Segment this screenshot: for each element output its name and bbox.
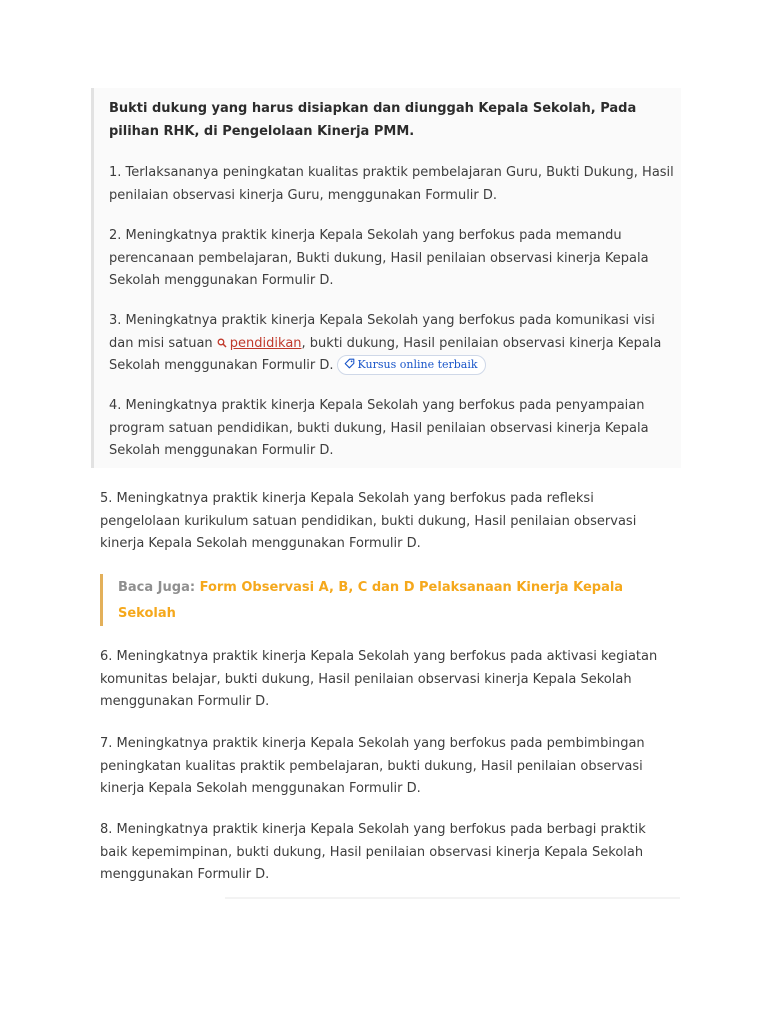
list-item-2: 2. Meningkatnya praktik kinerja Kepala Sekolah yang berfokus pada memandu perencanaan pembelajaran, Bukti dukung, Hasil penilaian observasi kinerja Kepala Sekolah menggunakan Formulir D. — [109, 228, 649, 288]
tag-icon — [344, 358, 355, 369]
list-item-4: 4. Meningkatnya praktik kinerja Kepala Sekolah yang berfokus pada penyampaian program satuan pendidikan, bukti dukung, Hasil penilaian observasi kinerja Kepala Sekolah menggunakan Formulir D. — [109, 398, 649, 458]
list-item-8: 8. Meningkatnya praktik kinerja Kepala Sekolah yang berfokus pada berbagi praktik baik kepemimpinan, bukti dukung, Hasil penilaian observasi kinerja Kepala Sekolah menggunakan Formulir D. — [100, 822, 646, 882]
search-link-label: pendidikan — [229, 335, 302, 351]
ad-chip[interactable] — [337, 355, 486, 375]
divider — [225, 897, 680, 899]
baca-juga-label: Baca Juga: — [118, 580, 200, 595]
list-item-3 — [109, 310, 674, 378]
list-item-6: 6. Meningkatnya praktik kinerja Kepala Sekolah yang berfokus pada aktivasi kegiatan komunitas belajar, bukti dukung, Hasil penilaian observasi kinerja Kepala Sekolah menggunakan Formulir D. — [100, 649, 658, 709]
list-item-5: 5. Meningkatnya praktik kinerja Kepala Sekolah yang berfokus pada refleksi pengelolaan kurikulum satuan pendidikan, bukti dukung, Hasil penilaian observasi kinerja Kepala Sekolah menggunakan Formulir D. — [100, 491, 637, 551]
list-item-3-text-end: , bukti dukung, Hasil penilaian observasi kinerja Kepala Sekolah menggunakan Formulir D. — [109, 335, 662, 373]
ad-chip-label: Kursus online terbaik — [357, 358, 478, 371]
search-icon — [217, 338, 227, 348]
search-link[interactable] — [217, 336, 302, 351]
baca-juga — [118, 575, 638, 627]
quote-title: Bukti dukung yang harus disiapkan dan diunggah Kepala Sekolah, Pada pilihan RHK, di Pengelolaan Kinerja PMM. — [109, 101, 637, 139]
baca-juga-link[interactable]: Form Observasi A, B, C dan D Pelaksanaan Kinerja Kepala Sekolah — [118, 580, 624, 621]
list-item-1: 1. Terlaksananya peningkatan kualitas praktik pembelajaran Guru, Bukti Dukung, Hasil penilaian observasi kinerja Guru, menggunakan Formulir D. — [109, 165, 674, 203]
list-item-3-text-start: 3. Meningkatnya praktik kinerja Kepala Sekolah yang berfokus pada komunikasi visi dan misi satuan — [109, 313, 655, 351]
list-item-7: 7. Meningkatnya praktik kinerja Kepala Sekolah yang berfokus pada pembimbingan peningkatan kualitas praktik pembelajaran, bukti dukung, Hasil penilaian observasi kinerja Kepala Sekolah menggunakan Formulir D. — [100, 736, 645, 796]
